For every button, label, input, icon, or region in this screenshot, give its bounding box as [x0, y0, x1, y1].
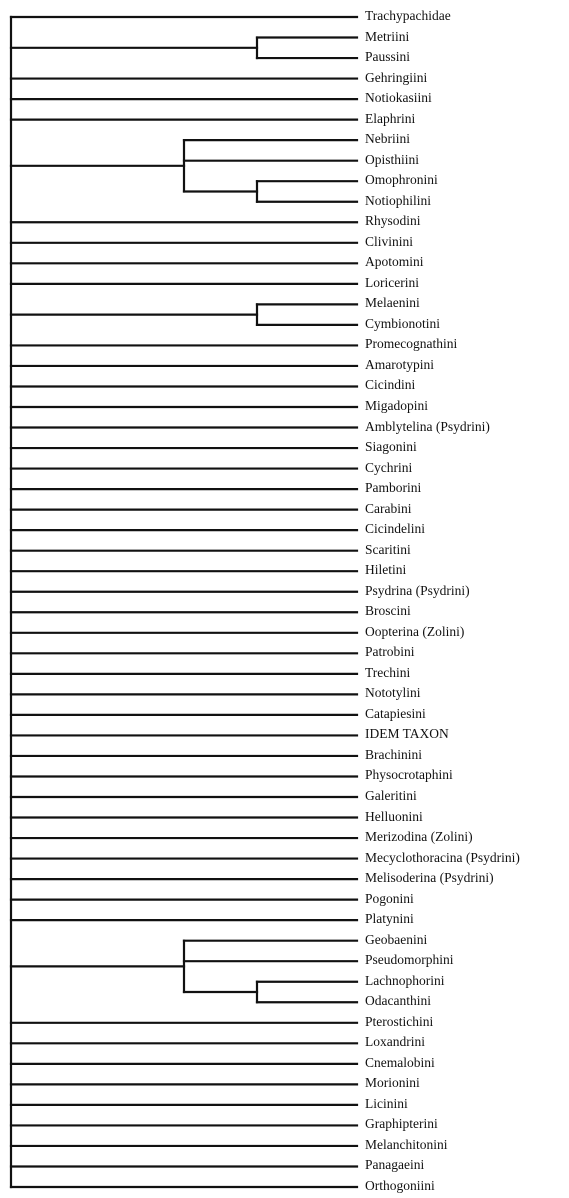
taxon-label: Cychrini [365, 459, 413, 475]
taxon-label: Elaphrini [365, 110, 416, 126]
taxon-label: Psydrina (Psydrini) [365, 582, 470, 598]
taxon-label: Pogonini [365, 890, 414, 906]
taxon-label: Notiophilini [365, 192, 432, 208]
taxon-label: Apotomini [365, 254, 424, 270]
taxon-label: Nototylini [365, 685, 421, 701]
taxon-label: Catapiesini [365, 705, 426, 721]
taxon-label: Melisoderina (Psydrini) [365, 870, 494, 886]
taxon-label: Oopterina (Zolini) [365, 623, 465, 639]
taxon-label: Metriini [365, 28, 410, 44]
taxon-label: Hiletini [365, 562, 407, 578]
taxon-label: Scaritini [365, 541, 411, 557]
taxon-label: Melaenini [365, 295, 420, 311]
taxon-label: Pamborini [365, 480, 422, 496]
taxon-label: Physocrotaphini [365, 767, 453, 783]
taxon-label: Platynini [365, 911, 414, 927]
taxon-label: Loricerini [365, 274, 419, 290]
taxon-label: Siagonini [365, 439, 417, 455]
taxon-label: Gehringiini [365, 69, 428, 85]
taxon-label: Morionini [365, 1075, 420, 1091]
taxon-label: Cicindelini [365, 521, 425, 537]
taxon-label: Broscini [365, 603, 411, 619]
taxon-label: Promecognathini [365, 336, 458, 352]
taxon-label: Paussini [365, 49, 411, 65]
taxon-label: Odacanthini [365, 993, 431, 1009]
taxon-label: Cicindini [365, 377, 416, 393]
taxon-label: Patrobini [365, 644, 415, 660]
taxon-label: Galeritini [365, 788, 417, 803]
taxon-label: Helluonini [365, 808, 423, 824]
taxon-label: Loxandrini [365, 1034, 425, 1050]
taxon-label: Panagaeini [365, 1157, 425, 1173]
taxon-label: Geobaenini [365, 931, 428, 947]
taxon-label: Cnemalobini [365, 1054, 435, 1070]
taxon-label: Clivinini [365, 233, 414, 249]
taxon-label: Merizodina (Zolini) [365, 829, 473, 845]
taxon-label: Mecyclothoracina (Psydrini) [365, 849, 520, 865]
taxon-label: Brachinini [365, 746, 422, 762]
taxon-label: Pterostichini [365, 1013, 434, 1029]
taxon-label: Trachypachidae [365, 8, 451, 23]
taxon-label: Amarotypini [365, 356, 434, 372]
taxon-label: Licinini [365, 1095, 408, 1111]
taxon-label: Pseudomorphini [365, 952, 454, 968]
taxon-label: Notiokasiini [365, 90, 432, 106]
taxon-label: Lachnophorini [365, 972, 445, 988]
taxon-label: IDEM TAXON [365, 726, 449, 742]
taxon-label: Cymbionotini [365, 315, 441, 331]
taxon-label: Orthogoniini [365, 1178, 435, 1193]
taxon-label: Rhysodini [365, 213, 421, 229]
taxon-label: Amblytelina (Psydrini) [365, 418, 490, 434]
taxon-label: Melanchitonini [365, 1136, 448, 1152]
taxon-label: Carabini [365, 500, 412, 516]
taxon-label: Opisthiini [365, 151, 420, 167]
taxon-label: Graphipterini [365, 1116, 438, 1132]
taxon-label: Nebriini [365, 131, 410, 147]
taxon-label: Omophronini [365, 172, 438, 188]
taxon-label: Migadopini [365, 398, 428, 413]
taxon-label: Trechini [365, 664, 411, 680]
